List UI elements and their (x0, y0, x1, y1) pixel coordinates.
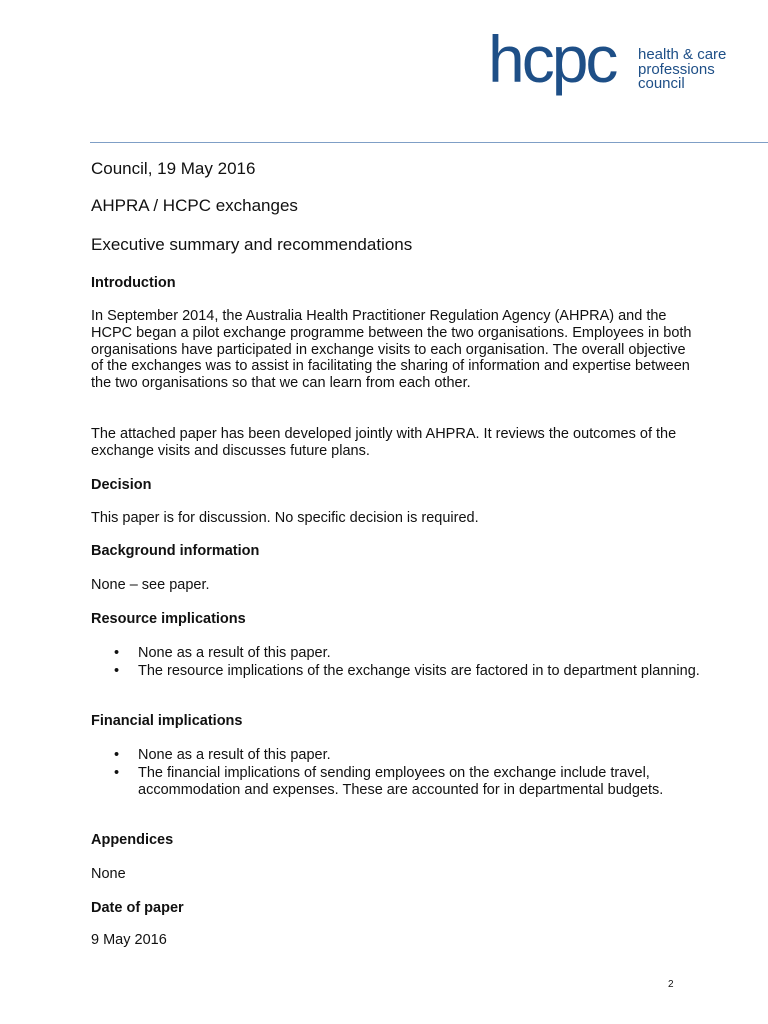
appendices-text: None (91, 866, 126, 882)
resource-heading: Resource implications (91, 611, 246, 627)
decision-text: This paper is for discussion. No specific decision is required. (91, 510, 479, 526)
bullet: • (114, 765, 120, 781)
background-heading: Background information (91, 543, 260, 559)
date-of-paper-heading: Date of paper (91, 900, 184, 916)
logo-line-3: council (638, 75, 685, 92)
introduction-heading: Introduction (91, 275, 176, 291)
document-subtitle: Executive summary and recommendations (91, 235, 413, 254)
page-number: 2 (668, 979, 674, 990)
header-divider (90, 142, 768, 143)
appendices-heading: Appendices (91, 832, 174, 848)
bullet: • (114, 747, 120, 763)
bullet: • (114, 645, 120, 661)
financial-item-1: None as a result of this paper. (138, 747, 331, 763)
logo-subtitle (638, 48, 726, 92)
background-text: None – see paper. (91, 577, 210, 593)
logo-wordmark: hcpc (488, 22, 616, 96)
logo-line-2: professions (638, 60, 715, 78)
bullet: • (114, 663, 120, 679)
decision-heading: Decision (91, 477, 152, 493)
meeting-line: Council, 19 May 2016 (91, 159, 256, 178)
hcpc-logo (488, 22, 738, 108)
introduction-paragraph-1: In September 2014, the Australia Health Practitioner Regulation Agency (AHPRA) and the HCPC began a pilot exchange programme between the two organisations. Employees in both organisations have participated in exchange visits to each organisation. The overall objective of the exchanges was to assist in facilitating the sharing of information and expertise between the two organisations so that we can learn from each other. (91, 308, 692, 392)
resource-item-2: The resource implications of the exchange visits are factored in to department planning. (138, 663, 700, 679)
document-title: AHPRA / HCPC exchanges (91, 196, 298, 215)
date-of-paper-text: 9 May 2016 (91, 932, 167, 948)
introduction-paragraph-2: The attached paper has been developed jointly with AHPRA. It reviews the outcomes of the exchange visits and discusses future plans. (91, 426, 677, 459)
financial-heading: Financial implications (91, 713, 243, 729)
logo-line-1: health & care (638, 46, 727, 63)
financial-item-2: The financial implications of sending employees on the exchange include travel, accommodation and expenses. These are accounted for in departmental budgets. (138, 765, 664, 798)
resource-item-1: None as a result of this paper. (138, 645, 331, 661)
